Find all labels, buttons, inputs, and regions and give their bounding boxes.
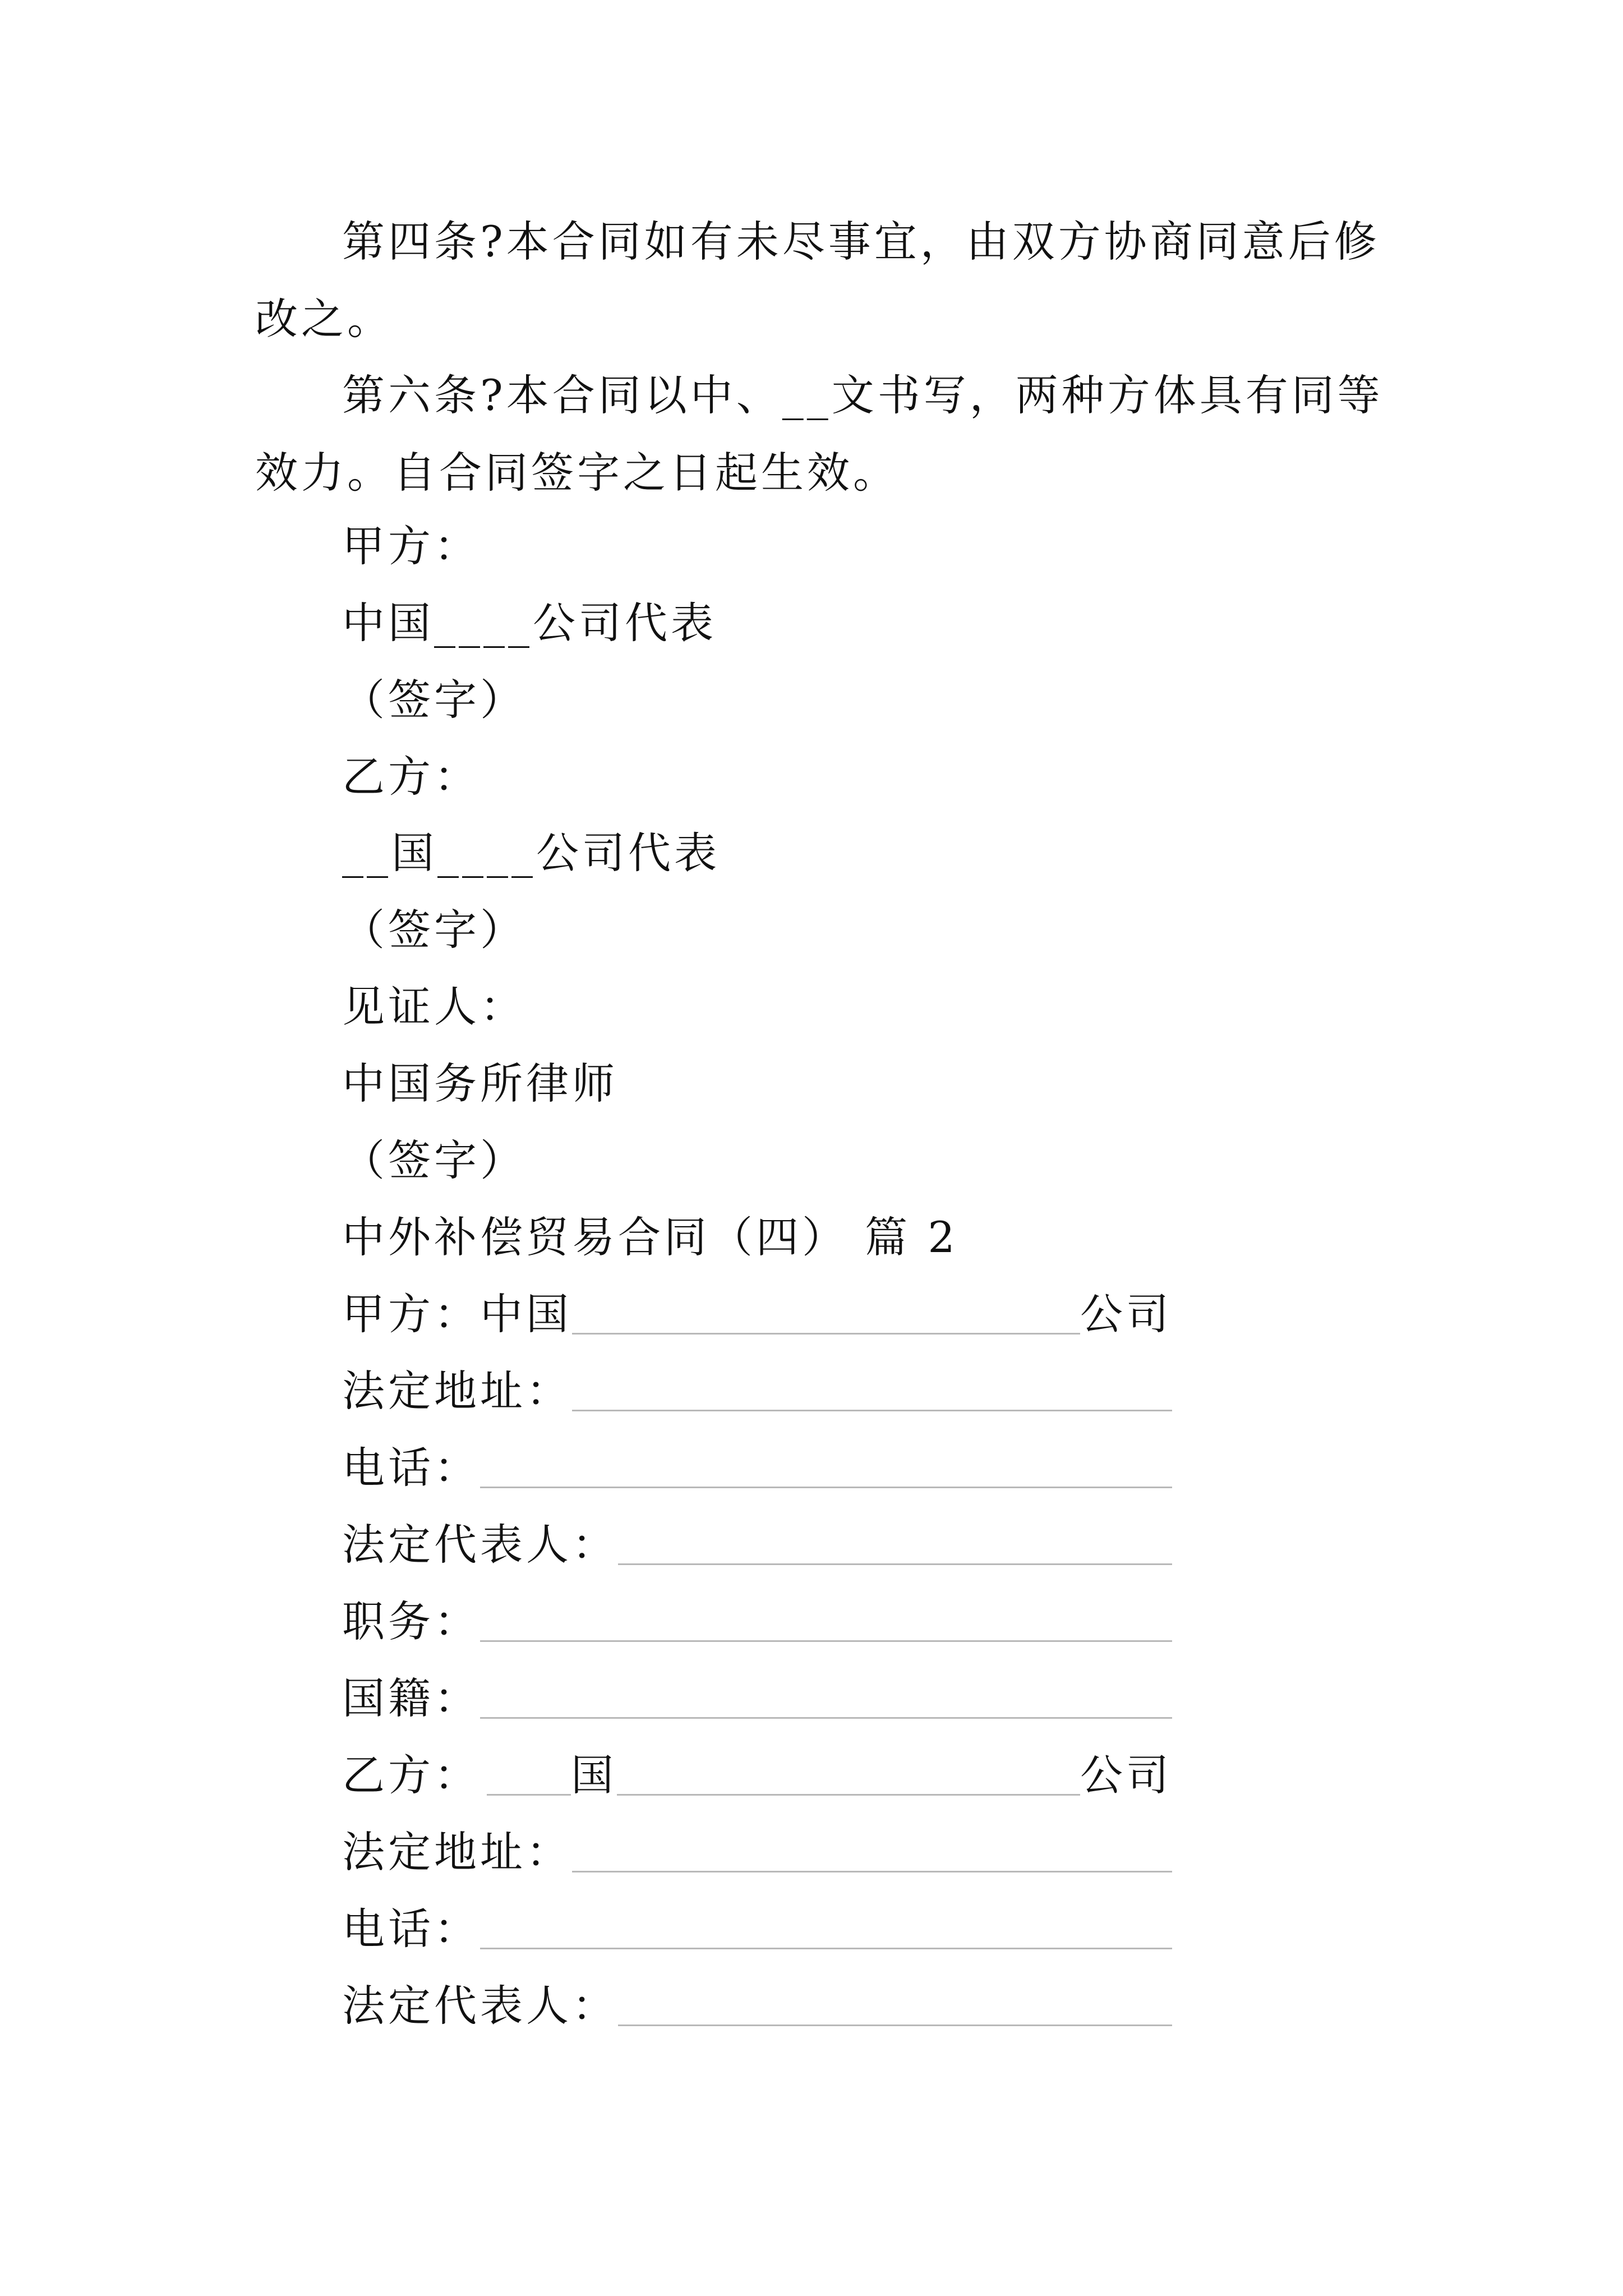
party-a-label: 甲方： bbox=[342, 521, 480, 571]
party-b-company-suffix: 公司 bbox=[1080, 1750, 1172, 1800]
party-a-address-row bbox=[342, 1363, 1172, 1419]
party-b-phone-row bbox=[342, 1901, 1172, 1957]
party-a-company-suffix: 公司 bbox=[1080, 1289, 1172, 1339]
party-b-address-row bbox=[342, 1824, 1172, 1880]
witness-name: 中国务所律师 bbox=[342, 1059, 618, 1108]
party-a-phone-blank[interactable] bbox=[480, 1487, 1172, 1488]
party-b-signature: （签字） bbox=[342, 905, 526, 955]
party-a-nationality-row bbox=[342, 1671, 1172, 1727]
party-b-legal-rep-label: 法定代表人： bbox=[342, 1981, 618, 2031]
party-a-nationality-blank[interactable] bbox=[480, 1717, 1172, 1719]
party-a-signature: （签字） bbox=[342, 675, 526, 725]
party-a-name-row bbox=[342, 1286, 1172, 1342]
party-a-nationality-label: 国籍： bbox=[342, 1673, 480, 1723]
witness-label: 见证人： bbox=[342, 982, 526, 1032]
party-b-country-label: 国 bbox=[571, 1750, 617, 1800]
party-b-legal-rep-row bbox=[342, 1978, 1172, 2034]
party-a-position-blank[interactable] bbox=[480, 1640, 1172, 1642]
article-6-text: 第六条?本合同以中、__文书写，两种方体具有同等效力。自合同签字之日起生效。 bbox=[255, 370, 1384, 498]
party-a-phone-label: 电话： bbox=[342, 1443, 480, 1493]
party-b-name-blank[interactable] bbox=[617, 1794, 1080, 1796]
party-b-name-row bbox=[342, 1747, 1172, 1803]
party-b-label: 乙方： bbox=[342, 752, 480, 802]
witness-signature: （签字） bbox=[342, 1135, 526, 1185]
party-b-phone-label: 电话： bbox=[342, 1904, 480, 1954]
party-a-address-blank[interactable] bbox=[572, 1410, 1172, 1411]
party-b-phone-blank[interactable] bbox=[480, 1948, 1172, 1949]
party-a-representative: 中国____公司代表 bbox=[342, 598, 717, 648]
party-a-name-blank[interactable] bbox=[572, 1333, 1080, 1335]
article-4-text: 第四条?本合同如有未尽事宜，由双方协商同意后修改之。 bbox=[255, 217, 1380, 344]
party-b-representative: __国____公司代表 bbox=[342, 828, 720, 878]
party-a-phone-row bbox=[342, 1440, 1172, 1496]
party-a-legal-rep-blank[interactable] bbox=[618, 1563, 1172, 1565]
article-6-paragraph bbox=[255, 357, 1394, 512]
party-b-address-label: 法定地址： bbox=[342, 1827, 572, 1877]
party-b-name-label: 乙方： bbox=[342, 1750, 480, 1800]
party-a-address-label: 法定地址： bbox=[342, 1366, 572, 1416]
party-a-legal-rep-row bbox=[342, 1517, 1172, 1573]
party-a-position-row bbox=[342, 1594, 1172, 1650]
party-b-country-blank[interactable] bbox=[487, 1794, 571, 1796]
party-b-legal-rep-blank[interactable] bbox=[618, 2024, 1172, 2026]
article-4-paragraph bbox=[255, 203, 1394, 358]
section-2-title: 中外补偿贸易合同（四） 篇 2 bbox=[342, 1212, 958, 1262]
party-a-legal-rep-label: 法定代表人： bbox=[342, 1520, 618, 1570]
party-b-address-blank[interactable] bbox=[572, 1871, 1172, 1872]
party-a-name-label: 甲方：中国 bbox=[342, 1289, 572, 1339]
party-a-position-label: 职务： bbox=[342, 1596, 480, 1646]
